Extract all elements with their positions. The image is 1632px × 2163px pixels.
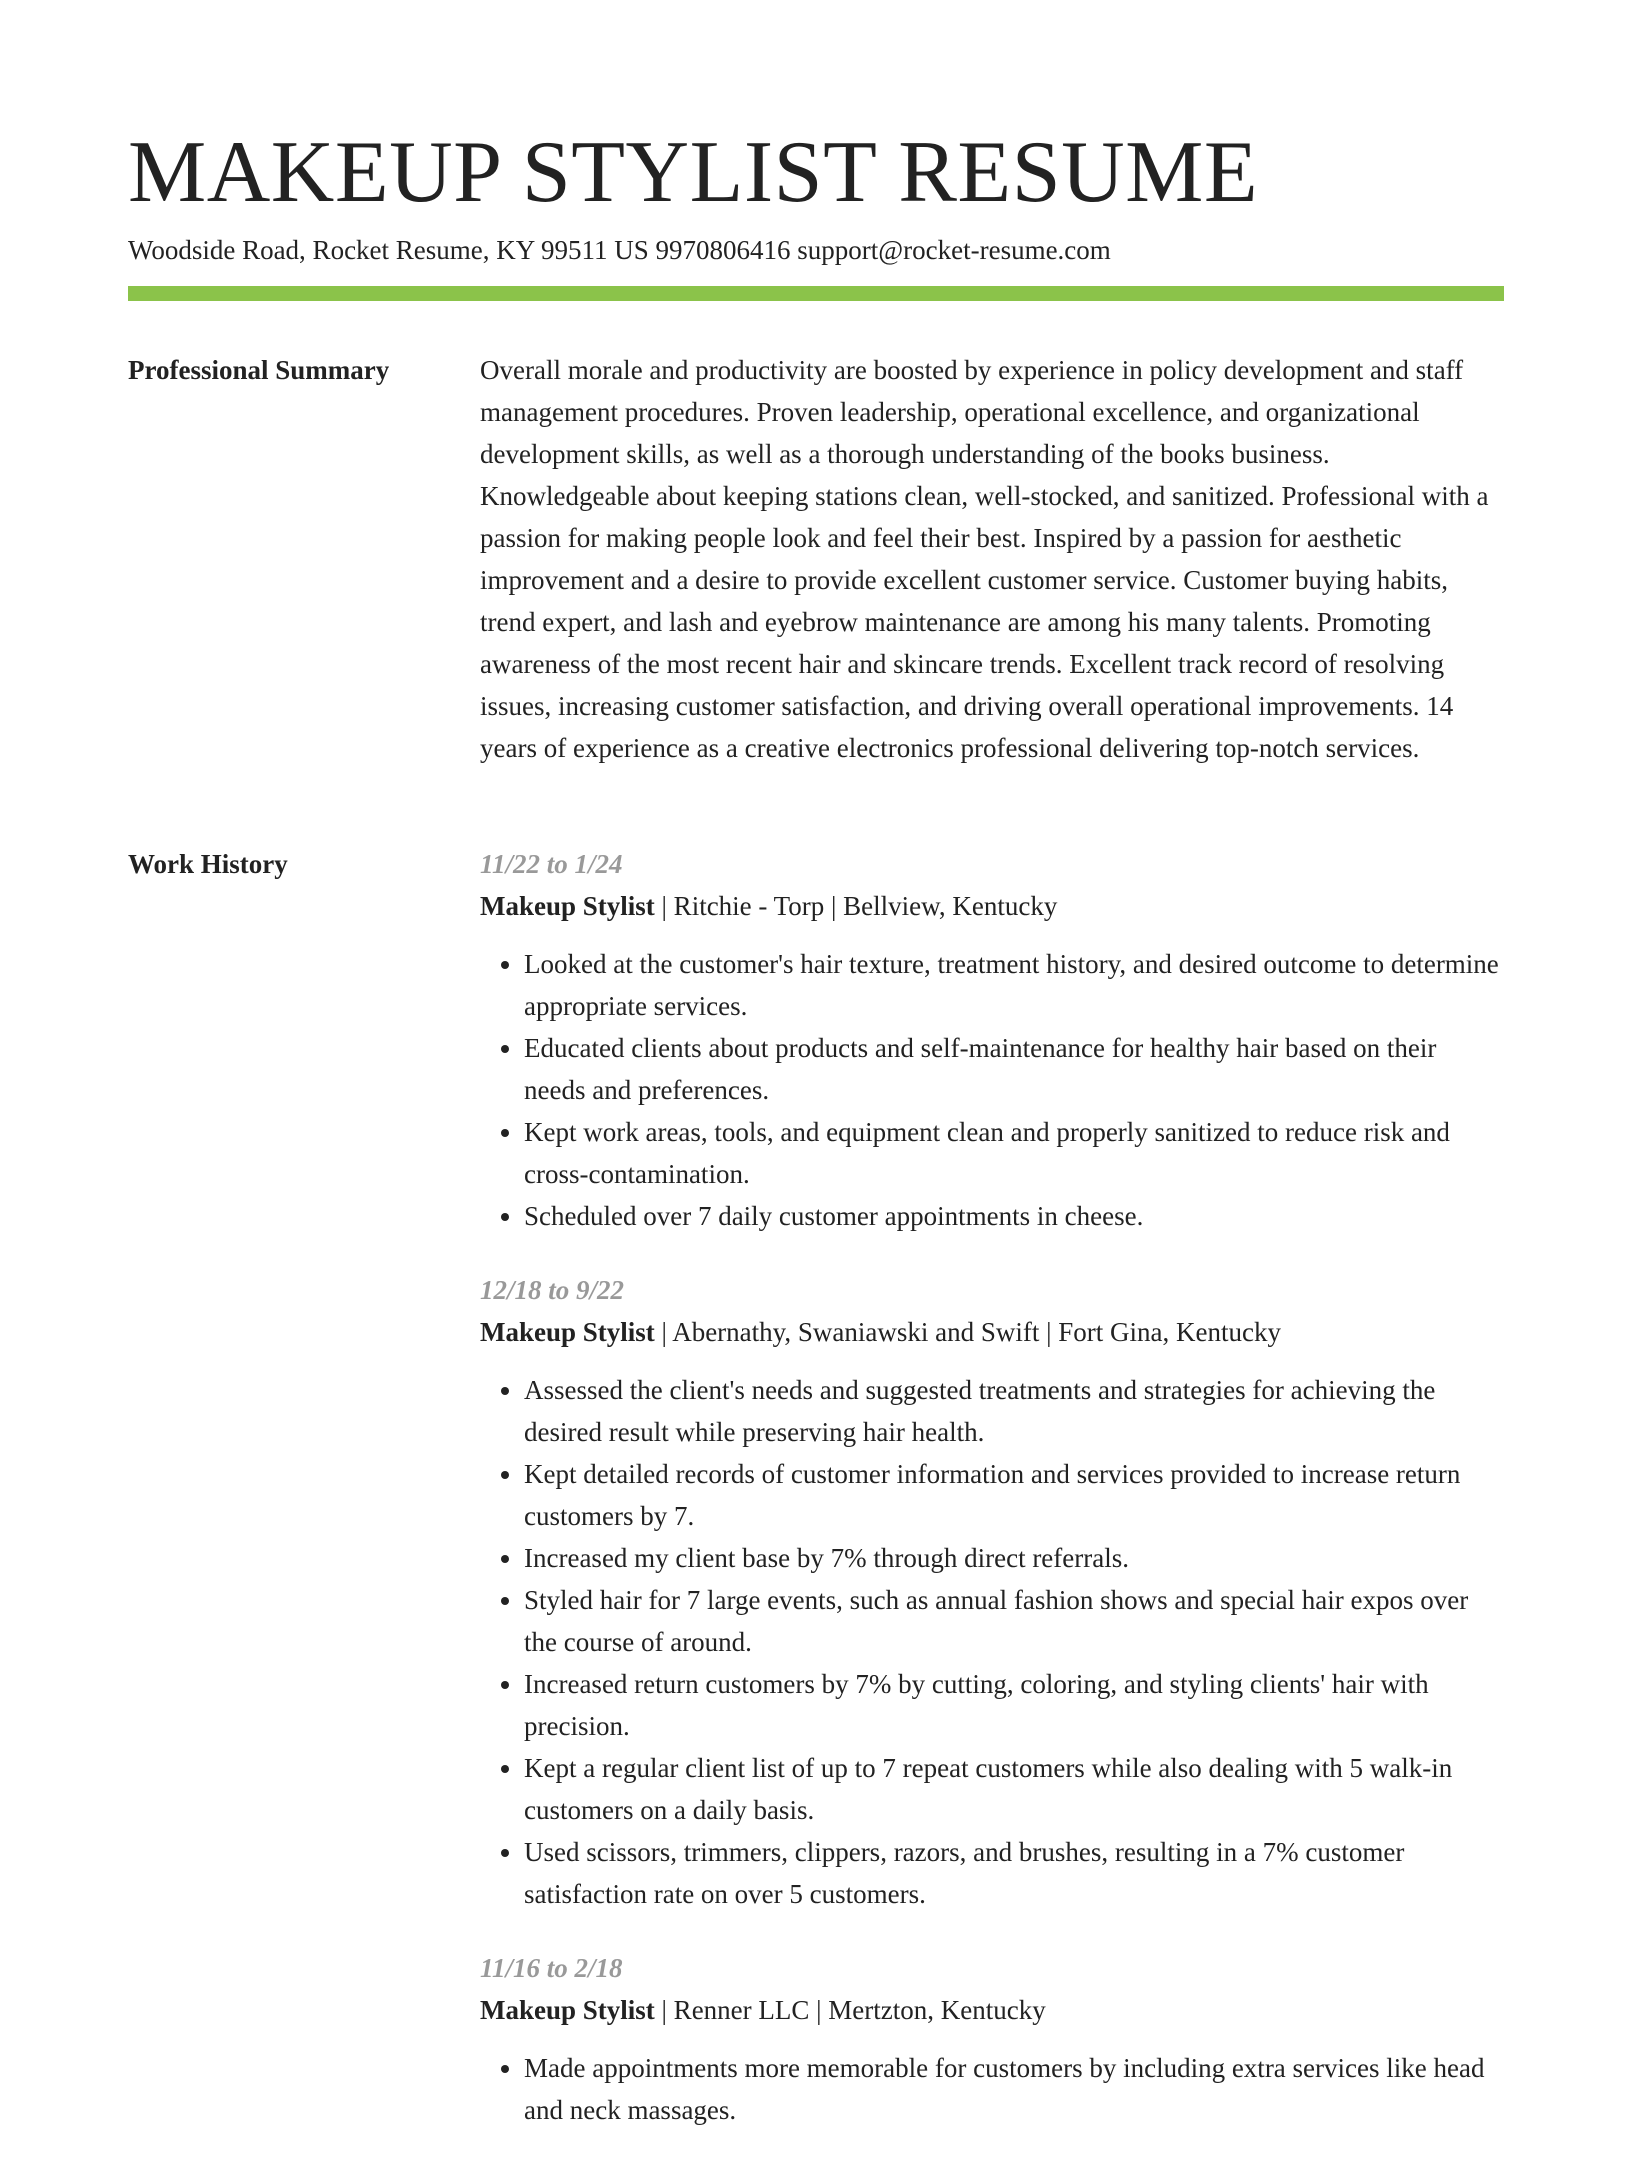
job-duties bbox=[480, 943, 1504, 1237]
job-dates: 12/18 to 9/22 bbox=[480, 1275, 625, 1305]
job-title-line bbox=[480, 885, 1504, 927]
duty-item: • Looked at the customer's hair texture, treatment history, and desired outcome to determine appropriate services. bbox=[524, 943, 1504, 1027]
job-details: | Renner LLC | Mertzton, Kentucky bbox=[654, 1995, 1046, 2025]
duty-item: • Used scissors, trimmers, clippers, razors, and brushes, resulting in a 7% customer satisfaction rate on over 5 customers. bbox=[524, 1831, 1504, 1915]
duty-item: • Kept a regular client list of up to 7 repeat customers while also dealing with 5 walk-in customers on a daily basis. bbox=[524, 1747, 1504, 1831]
job-duties bbox=[480, 2047, 1504, 2131]
job-duties bbox=[480, 1369, 1504, 1915]
job-entry bbox=[480, 1947, 1504, 2131]
job-role: Makeup Stylist bbox=[480, 1317, 655, 1347]
work-history-heading: Work History bbox=[128, 849, 288, 879]
job-entry bbox=[480, 843, 1504, 1237]
job-dates: 11/22 to 1/24 bbox=[480, 849, 623, 879]
duty-item: • Increased my client base by 7% through direct referrals. bbox=[524, 1537, 1504, 1579]
job-dates: 11/16 to 2/18 bbox=[480, 1953, 623, 1983]
resume-title: MAKEUP STYLIST RESUME bbox=[128, 124, 1259, 221]
job-title-line bbox=[480, 1311, 1504, 1353]
summary-heading: Professional Summary bbox=[128, 355, 390, 385]
duty-item: • Increased return customers by 7% by cutting, coloring, and styling clients' hair with precision. bbox=[524, 1663, 1504, 1747]
job-role: Makeup Stylist bbox=[480, 891, 655, 921]
duty-item: • Scheduled over 7 daily customer appointments in cheese. bbox=[524, 1195, 1504, 1237]
job-role: Makeup Stylist bbox=[480, 1995, 655, 2025]
job-details: | Abernathy, Swaniawski and Swift | Fort Gina, Kentucky bbox=[654, 1317, 1282, 1347]
header-divider bbox=[128, 286, 1504, 301]
duty-item: • Made appointments more memorable for customers by including extra services like head and neck massages. bbox=[524, 2047, 1504, 2131]
contact-line: Woodside Road, Rocket Resume, KY 99511 US 9970806416 support@rocket-resume.com bbox=[128, 235, 1111, 265]
duty-item: • Styled hair for 7 large events, such as annual fashion shows and special hair expos over the course of around. bbox=[524, 1579, 1504, 1663]
work-history-section bbox=[480, 843, 1504, 2163]
job-title-line bbox=[480, 1989, 1504, 2031]
summary-section bbox=[480, 349, 1504, 769]
duty-item: • Kept work areas, tools, and equipment clean and properly sanitized to reduce risk and cross-contamination. bbox=[524, 1111, 1504, 1195]
duty-item: • Educated clients about products and self-maintenance for healthy hair based on their needs and preferences. bbox=[524, 1027, 1504, 1111]
summary-text: Overall morale and productivity are boosted by experience in policy development and staff management procedures. Proven leadership, operational excellence, and organizational development skills, as well as a thorough understanding of the books business. Knowledgeable about keeping stations clean, well-stocked, and sanitized. Professional with a passion for making people look and feel their best. Inspired by a passion for aesthetic improvement and a desire to provide excellent customer service. Customer buying habits, trend expert, and lash and eyebrow maintenance are among his many talents. Promoting awareness of the most recent hair and skincare trends. Excellent track record of resolving issues, increasing customer satisfaction, and driving overall operational improvements. 14 years of experience as a creative electronics professional delivering top-notch services. bbox=[480, 355, 1489, 763]
job-entry bbox=[480, 1269, 1504, 1915]
job-details: | Ritchie - Torp | Bellview, Kentucky bbox=[654, 891, 1058, 921]
duty-item: • Assessed the client's needs and suggested treatments and strategies for achieving the desired result while preserving hair health. bbox=[524, 1369, 1504, 1453]
duty-item: • Kept detailed records of customer information and services provided to increase return customers by 7. bbox=[524, 1453, 1504, 1537]
